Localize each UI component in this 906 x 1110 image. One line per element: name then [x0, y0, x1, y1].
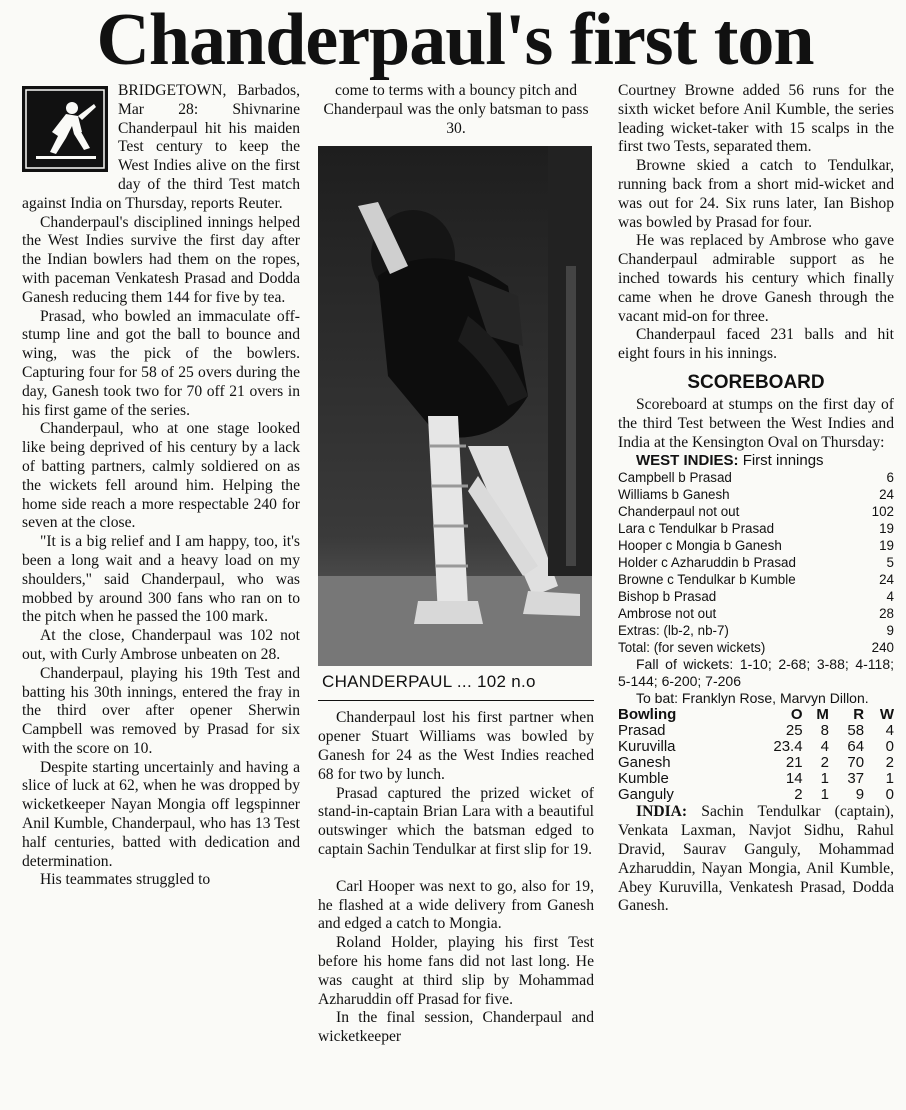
bowling-cell: Ganguly: [618, 786, 674, 804]
team-label: INDIA:: [636, 803, 688, 821]
bowling-cell: 1: [820, 786, 829, 804]
batting-row: [618, 622, 894, 639]
paragraph: Chanderpaul, who at one stage looked like being deprived of his century by a lack of batting partners, calmly soldiered on as the wickets fell around him. Helping the home side reach a more respectable 240 for seven at the close.: [22, 420, 300, 532]
fall-of-wickets: Fall of wickets: 1-10; 2-68; 3-88; 4-118; 5-144; 6-200; 7-206: [618, 656, 894, 690]
paragraph: Roland Holder, playing his first Test before his home fans did not last long. He was caught at third slip by Mohammad Azharuddin off Prasad for five.: [318, 934, 594, 1008]
bowling-cell: 70: [847, 754, 865, 772]
batsman-runs: 9: [886, 623, 894, 639]
paragraph: Prasad, who bowled an immaculate off-stump line and got the ball to bounce and wing, was the pick of the bowlers. Capturing four for 58 of 25 overs during the day, Ganesh took two for 70 off 21 overs in his first game of the series.: [22, 307, 300, 419]
bowling-cell: Kuruvilla: [618, 738, 676, 756]
bowling-cell: 23.4: [773, 738, 803, 756]
paragraph: Courtney Browne added 56 runs for the sixth wicket before Anil Kumble, the series leading wicket-taker with 15 scalps in the first two Tests, separated them.: [618, 82, 894, 156]
batting-row: [618, 571, 894, 588]
batsman-runs: 5: [886, 555, 894, 571]
batsman-runs: 102: [871, 504, 894, 520]
batting-row: [618, 554, 894, 571]
scoreboard-heading: SCOREBOARD: [687, 371, 825, 393]
bowling-cell: 37: [847, 770, 865, 788]
batting-row: [618, 588, 894, 605]
bowling-header: O: [790, 706, 803, 724]
batsman-runs: 28: [879, 606, 894, 622]
bowling-table: [618, 707, 894, 803]
scoreboard-intro: Scoreboard at stumps on the first day of the third Test between the West Indies and India at the Kensington Oval on Thursday:: [618, 395, 894, 451]
innings-label: First innings: [742, 452, 824, 470]
batsman-name: Extras: (lb-2, nb-7): [618, 623, 729, 639]
paragraph: Prasad captured the prized wicket of stand-in-captain Brian Lara with a beautiful outswinger which the batsman edged to captain Sachin Tendulkar at first slip for 19.: [318, 784, 594, 858]
bowling-row: [618, 771, 894, 787]
bowling-cell: Prasad: [618, 722, 666, 740]
bowling-cell: 0: [885, 738, 894, 756]
bowling-cell: 64: [847, 738, 865, 756]
to-bat: To bat: Franklyn Rose, Marvyn Dillon.: [636, 690, 869, 707]
dateline: BRIDGETOWN,: [118, 82, 227, 99]
paragraph: Carl Hooper was next to go, also for 19, he flashed at a wide delivery from Ganesh and edged a catch to Mongia.: [318, 877, 594, 933]
bowling-header: M: [816, 706, 829, 724]
paragraph: Despite starting uncertainly and having a slice of luck at 62, when he was dropped by wicketkeeper Nayan Mongia off legspinner Anil Kumble, Chanderpaul, who has 13 Test half centuries, batted with dedication and determination.: [22, 758, 300, 870]
scoreboard: [618, 452, 894, 916]
batsman-runs: 24: [879, 572, 894, 588]
batsman-runs: 4: [886, 589, 894, 605]
column-1: [22, 82, 300, 890]
batsman-name: Campbell b Prasad: [618, 470, 732, 486]
batsman-runs: 24: [879, 487, 894, 503]
batsman-photo: [318, 146, 592, 666]
photo-caption: CHANDERPAUL ... 102 n.o: [322, 672, 536, 692]
batting-row: [618, 520, 894, 537]
bowling-cell: Ganesh: [618, 754, 671, 772]
paragraph: Chanderpaul faced 231 balls and hit eight fours in his innings.: [618, 326, 894, 363]
cricket-batsman-logo-icon: [22, 86, 108, 172]
batsman-runs: 240: [871, 640, 894, 656]
bowling-cell: 58: [847, 722, 865, 740]
bowling-row: [618, 755, 894, 771]
bowling-row: [618, 739, 894, 755]
batsman-name: Hooper c Mongia b Ganesh: [618, 538, 782, 554]
batsman-runs: 19: [879, 521, 894, 537]
batsman-name: Holder c Azharuddin b Prasad: [618, 555, 796, 571]
bowling-cell: 1: [820, 770, 829, 788]
batsman-name: Lara c Tendulkar b Prasad: [618, 521, 775, 537]
batting-row: [618, 503, 894, 520]
bowling-header: R: [853, 706, 865, 724]
column-2: [318, 82, 594, 1047]
batsman-runs: 19: [879, 538, 894, 554]
batting-list: [618, 469, 894, 656]
bowling-cell: 8: [820, 722, 829, 740]
batting-row: [618, 486, 894, 503]
bowling-cell: Kumble: [618, 770, 669, 788]
divider: [318, 700, 594, 701]
bowling-cell: 2: [885, 754, 894, 772]
paragraph: Chanderpaul's disciplined innings helped the West Indies survive the first day after the Indian bowlers had them on the ropes, with paceman Venkatesh Prasad and Dodda Ganesh reducing them 144 for five by tea.: [22, 213, 300, 306]
bowling-cell: 4: [820, 738, 829, 756]
batsman-name: Ambrose not out: [618, 606, 717, 622]
team-label: WEST INDIES:: [636, 452, 739, 470]
bowling-cell: 4: [885, 722, 894, 740]
bowling-cell: 25: [785, 722, 803, 740]
bowling-cell: 2: [794, 786, 803, 804]
bowling-cell: 2: [820, 754, 829, 772]
batting-row: [618, 537, 894, 554]
batsman-name: Chanderpaul not out: [618, 504, 740, 520]
paragraph: In the final session, Chanderpaul and wicketkeeper: [318, 1009, 594, 1046]
bowling-header: W: [879, 706, 894, 724]
paragraph: Chanderpaul, playing his 19th Test and batting his 30th innings, entered the fray in the third over after opener Sherwin Campbell was removed by Prasad for six with the score on 10.: [22, 664, 300, 757]
paragraph: At the close, Chanderpaul was 102 not out, with Curly Ambrose unbeaten on 28.: [22, 627, 300, 663]
bowling-cell: 21: [785, 754, 803, 772]
headline: Chanderpaul's first ton: [96, 0, 814, 81]
paragraph: Chanderpaul lost his first partner when opener Stuart Williams was bowled by Ganesh for 24 as the West Indies reached 68 for two by lunch.: [318, 709, 594, 783]
paragraph: His teammates struggled to: [40, 871, 211, 889]
batsman-runs: 6: [886, 470, 894, 486]
bowling-cell: 0: [885, 786, 894, 804]
paragraph: come to terms with a bouncy pitch and Chanderpaul was the only batsman to pass 30.: [323, 82, 589, 137]
batsman-name: Total: (for seven wickets): [618, 640, 766, 656]
paragraph: He was replaced by Ambrose who gave Chanderpaul admirable support as he inched towards his century which finally came when he drove Ganesh through the vacant mid-on for three.: [618, 232, 894, 325]
batsman-name: Williams b Ganesh: [618, 487, 730, 503]
batting-row: [618, 639, 894, 656]
batsman-name: Browne c Tendulkar b Kumble: [618, 572, 796, 588]
batting-row: [618, 605, 894, 622]
bowling-cell: 9: [855, 786, 865, 804]
column-3: [618, 82, 894, 916]
lead-paragraph: Barbados, Mar 28: Shivnarine Chanderpaul hit his maiden Test century to keep the West Indies alive on the first day of the third Test match against India on Thursday, reports Reuter.: [22, 82, 300, 212]
paragraph: "It is a big relief and I am happy, too, it's been a long wait and a heavy load on my shoulders," said Chanderpaul, who was mobbed by around 300 fans who ran on to the pitch when he passed the 100 mark.: [22, 533, 300, 626]
bowling-header: Bowling: [618, 706, 677, 724]
batting-row: [618, 469, 894, 486]
paragraph: Browne skied a catch to Tendulkar, running back from a short mid-wicket and was out for 24. Six runs later, Ian Bishop was bowled by Prasad for four.: [618, 157, 894, 231]
batsman-name: Bishop b Prasad: [618, 589, 717, 605]
india-team-list: Sachin Tendulkar (captain), Venkata Laxman, Navjot Sidhu, Rahul Dravid, Saurav Ganguly, Mohammad Azharuddin, Nayan Mongia, Anil Kumble, Abey Kuruvilla, Venkatesh Prasad, Dodda Ganesh.: [618, 803, 894, 915]
bowling-cell: 14: [785, 770, 803, 788]
bowling-cell: 1: [885, 770, 894, 788]
bowling-row: [618, 787, 894, 803]
bowling-row: [618, 723, 894, 739]
